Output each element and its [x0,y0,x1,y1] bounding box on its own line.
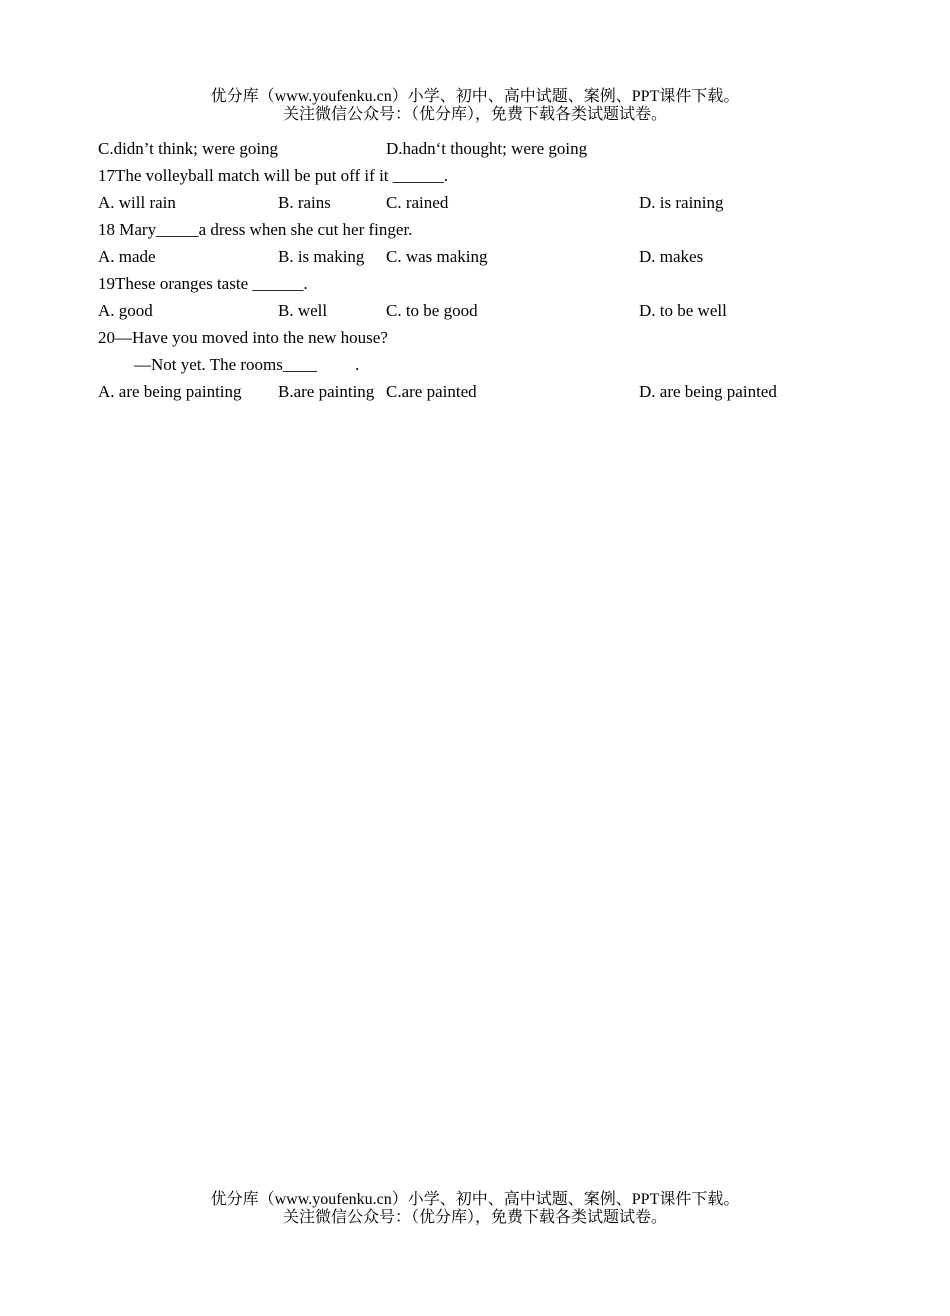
option-c: C.didn’t think; were going [98,139,279,158]
footer-line-2: 关注微信公众号：（优分库），免费下载各类试题试卷。 [282,1209,667,1226]
option-c: C. rained [386,193,449,212]
header-line-1: 优分库（www.youfenku.cn）小学、初中、高中试题、案例、PPT课件下载。 [210,88,740,105]
question-stem-reply: —Not yet. The rooms____ . [134,355,360,374]
option-b: B. is making [278,247,365,266]
question-stem: 19These oranges taste ______. [98,274,308,293]
page-header [0,88,950,124]
option-c: C. to be good [386,301,478,320]
option-b: B. well [278,301,328,320]
option-a: A. are being painting [98,382,242,401]
footer-line-1: 优分库（www.youfenku.cn）小学、初中、高中试题、案例、PPT课件下载。 [210,1191,740,1208]
option-d: D. makes [639,247,704,266]
option-a: A. will rain [98,193,176,212]
question-stem: 18 Mary_____a dress when she cut her finger. [98,220,413,239]
option-b: B. rains [278,193,331,212]
option-c: C. was making [386,247,488,266]
option-d: D.hadn‘t thought; were going [386,139,588,158]
page-footer [0,1191,950,1227]
question-stem: 17The volleyball match will be put off if it ______. [98,166,449,185]
option-a: A. made [98,247,156,266]
option-c: C.are painted [386,382,477,401]
option-d: D. are being painted [639,382,777,401]
option-d: D. is raining [639,193,724,212]
question-stem: 20—Have you moved into the new house? [98,328,388,347]
header-line-2: 关注微信公众号：（优分库），免费下载各类试题试卷。 [282,106,667,123]
option-d: D. to be well [639,301,727,320]
option-b: B.are painting [278,382,375,401]
option-a: A. good [98,301,153,320]
